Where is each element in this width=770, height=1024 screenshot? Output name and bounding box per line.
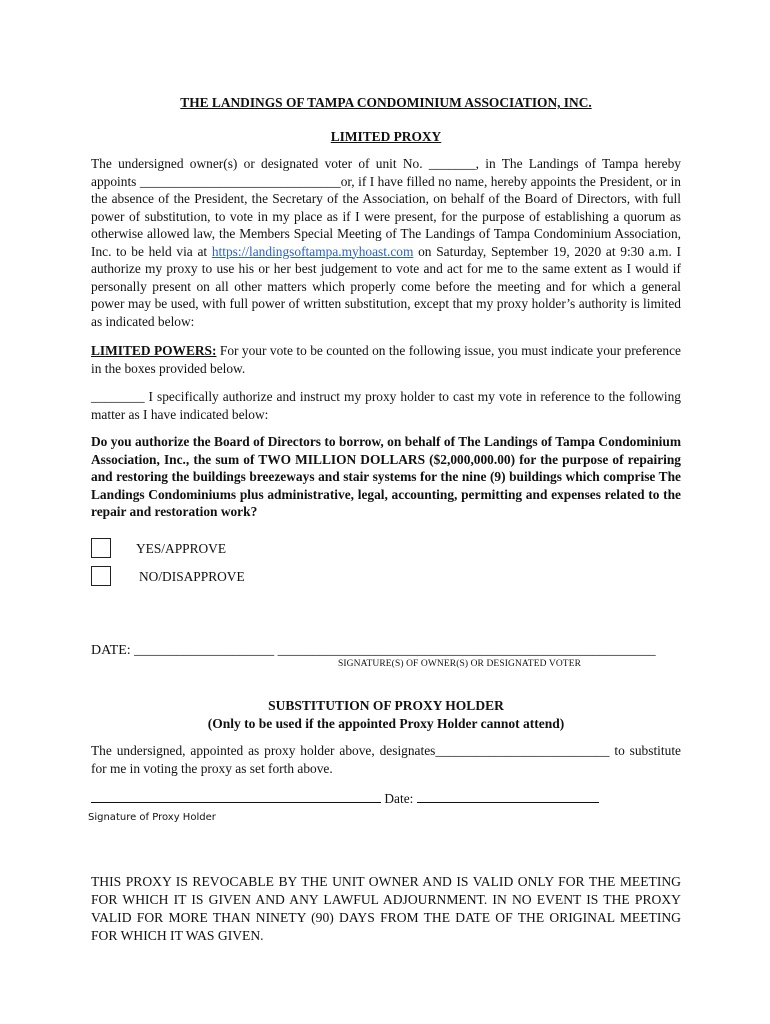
proxy-holder-signature-label: Signature of Proxy Holder: [88, 812, 216, 823]
proxy-holder-date-field[interactable]: [417, 788, 599, 803]
yes-approve-checkbox[interactable]: [91, 538, 111, 558]
revocability-notice: THIS PROXY IS REVOCABLE BY THE UNIT OWNER AND IS VALID ONLY FOR THE MEETING FOR WHICH IT IS GIVEN AND ANY LAWFUL ADJOURNMENT. IN NO EVENT IS THE PROXY VALID FOR MORE THAN NINETY (90) DAYS FROM THE DATE OF THE ORIGINAL MEETING FOR WHICH IT WAS GIVEN.: [91, 874, 681, 943]
no-disapprove-checkbox[interactable]: [91, 566, 111, 586]
intro-text-start: The undersigned owner(s) or designated voter of unit No. _______, in The Landings of Tampa hereby appoints ______________________________or, if I have filled no name, hereby appoints the President, or in the absence of the President, the Secretary of the Association, on behalf of the Board of Directors, with full power of substitution, to vote in my place as if I were present, for the purpose of establishing a quorum as otherwise allowed law, the Members Special Meeting of The Landings of Tampa Condominium Association, Inc. to be held via at: [91, 156, 681, 259]
proxy-holder-date-label: Date:: [384, 791, 414, 806]
meeting-link[interactable]: https://landingsoftampa.myhoast.com: [211, 243, 414, 259]
substitution-paragraph: The undersigned, appointed as proxy holder above, designates__________________________ to substitute for me in voting the proxy as set forth above.: [91, 743, 681, 776]
document-subtitle: LIMITED PROXY: [330, 129, 442, 144]
limited-powers-lead: LIMITED POWERS:: [91, 343, 217, 358]
date-signature-line[interactable]: DATE: ____________________ ______________________________________________________: [91, 643, 656, 658]
substitution-title: SUBSTITUTION OF PROXY HOLDER: [268, 698, 504, 713]
authorization-paragraph: ________ I specifically authorize and instruct my proxy holder to cast my vote in reference to the following matter as I have indicated below:: [91, 389, 681, 422]
intro-text-end: on Saturday, September 19, 2020 at 9:30 a.m. I authorize my proxy to use his or her best judgement to vote and act for me to the same extent as I would if personally present on all other matters which properly come before the meeting and for which a general power may be used, with full power of written substitution, except that my proxy holder’s authority is limited as indicated below:: [91, 243, 681, 329]
intro-paragraph: [91, 155, 681, 330]
limited-powers-text: For your vote to be counted on the following issue, you must indicate your preference in the boxes provided below.: [91, 343, 681, 376]
yes-approve-label: YES/APPROVE: [136, 541, 227, 556]
no-disapprove-label: NO/DISAPPROVE: [139, 569, 245, 584]
limited-powers-paragraph: [91, 342, 681, 377]
proxy-holder-signature-field[interactable]: [91, 788, 381, 803]
owner-signature-caption: SIGNATURE(S) OF OWNER(S) OR DESIGNATED VOTER: [338, 659, 582, 669]
document-title: THE LANDINGS OF TAMPA CONDOMINIUM ASSOCIATION, INC.: [180, 95, 592, 110]
substitution-note: (Only to be used if the appointed Proxy Holder cannot attend): [207, 716, 565, 731]
proxy-question: Do you authorize the Board of Directors to borrow, on behalf of The Landings of Tampa Condominium Association, Inc., the sum of TWO MILLION DOLLARS ($2,000,000.00) for the purpose of repairing and restoring the buildings breezeways and stair systems for the nine (9) buildings which comprise The Landings Condominiums plus administrative, legal, accounting, permitting and expenses related to the repair and restoration work?: [91, 434, 681, 519]
proxy-holder-signature-row: [91, 788, 599, 808]
